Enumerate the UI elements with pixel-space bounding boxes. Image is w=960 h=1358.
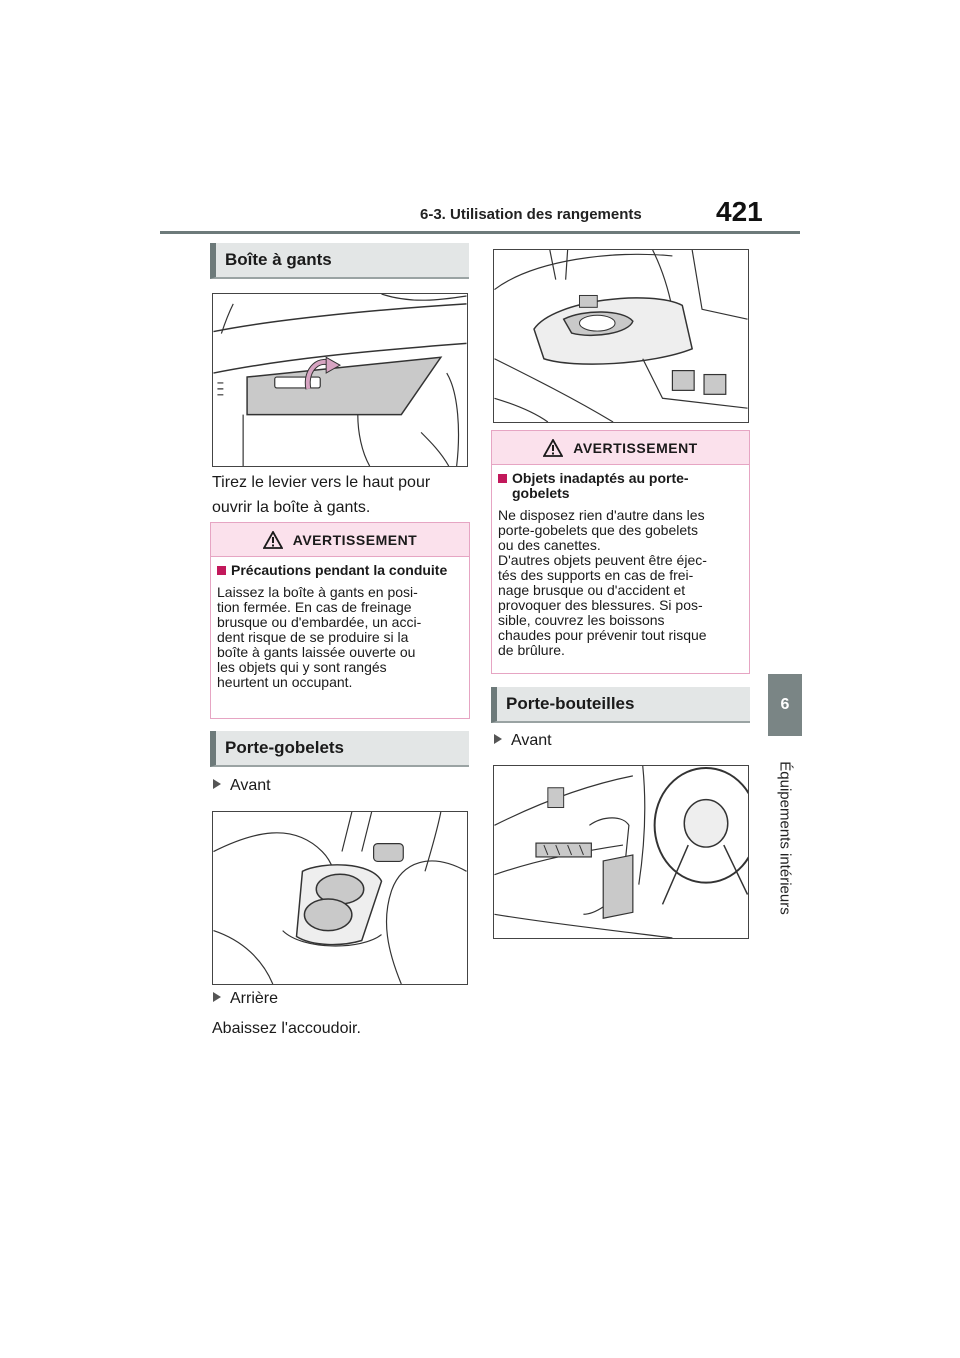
triangle-bullet-icon bbox=[213, 779, 221, 789]
header-rule bbox=[160, 231, 800, 234]
chapter-title-vertical bbox=[770, 745, 800, 930]
bottle-holders-front-label: Avant bbox=[511, 732, 552, 749]
warning-header bbox=[492, 431, 749, 465]
triangle-bullet-icon bbox=[494, 734, 502, 744]
rear-cup-holder-drawing bbox=[494, 250, 748, 422]
page-number: 421 bbox=[716, 196, 763, 227]
warning-subtitle: Précautions pendant la conduite bbox=[231, 562, 448, 578]
bottle-holders-heading: Porte-bouteilles bbox=[491, 687, 750, 723]
front-bottle-holder-drawing bbox=[494, 766, 748, 938]
warning-header bbox=[211, 523, 469, 557]
front-cup-holder-drawing bbox=[213, 812, 467, 984]
glove-box-warning bbox=[210, 522, 470, 719]
triangle-bullet-icon bbox=[213, 992, 221, 1002]
rear-cup-holder-instruction: Abaissez l'accoudoir. bbox=[212, 1020, 361, 1037]
chapter-tab: 6 bbox=[768, 674, 802, 736]
cup-holders-warning bbox=[491, 430, 750, 674]
square-bullet-icon bbox=[217, 566, 226, 575]
square-bullet-icon bbox=[498, 474, 507, 483]
cup-holders-heading: Porte-gobelets bbox=[210, 731, 469, 767]
warning-subtitle: Objets inadaptés au porte-gobelets bbox=[512, 470, 689, 501]
section-title: 6-3. Utilisation des rangements bbox=[420, 206, 642, 223]
warning-text: Ne disposez rien d'autre dans les porte-gobelets que des gobelets ou des canettes. D'autres objets peuvent être éjec- tés des supports en cas de frei- nage brusque ou d'accident et provoquer des blessures. Si pos- sible, couvrez les boissons chaudes pour prévenir tout risque de brûlure. bbox=[498, 507, 707, 658]
rear-cup-holder-illustration bbox=[493, 249, 749, 423]
bottle-holders-front-label-line bbox=[494, 732, 552, 750]
glove-box-heading: Boîte à gants bbox=[210, 243, 469, 279]
front-bottle-holder-illustration bbox=[493, 765, 749, 939]
cup-holders-rear-label: Arrière bbox=[230, 990, 279, 1007]
chapter-title: Équipements intérieurs bbox=[776, 760, 794, 915]
cup-holders-rear-label-line bbox=[213, 990, 278, 1008]
warning-text: Laissez la boîte à gants en posi- tion fermée. En cas de freinage brusque ou d'embardée, un acci- dent risque de se produire si la boîte à gants laissée ouverte ou les objets qui y sont rangés heurtent un occupant. bbox=[217, 584, 422, 690]
cup-holders-front-label: Avant bbox=[230, 777, 271, 794]
glove-box-instruction: Tirez le levier vers le haut pour ouvrir la boîte à gants. bbox=[212, 474, 431, 516]
glove-box-drawing bbox=[213, 294, 467, 466]
warning-title: AVERTISSEMENT bbox=[292, 531, 418, 548]
warning-title: AVERTISSEMENT bbox=[573, 439, 698, 456]
warning-triangle-icon bbox=[543, 439, 563, 457]
cup-holders-front-label-line bbox=[213, 777, 271, 795]
warning-triangle-icon bbox=[263, 531, 283, 549]
front-cup-holder-illustration bbox=[212, 811, 468, 985]
glove-box-illustration bbox=[212, 293, 468, 467]
